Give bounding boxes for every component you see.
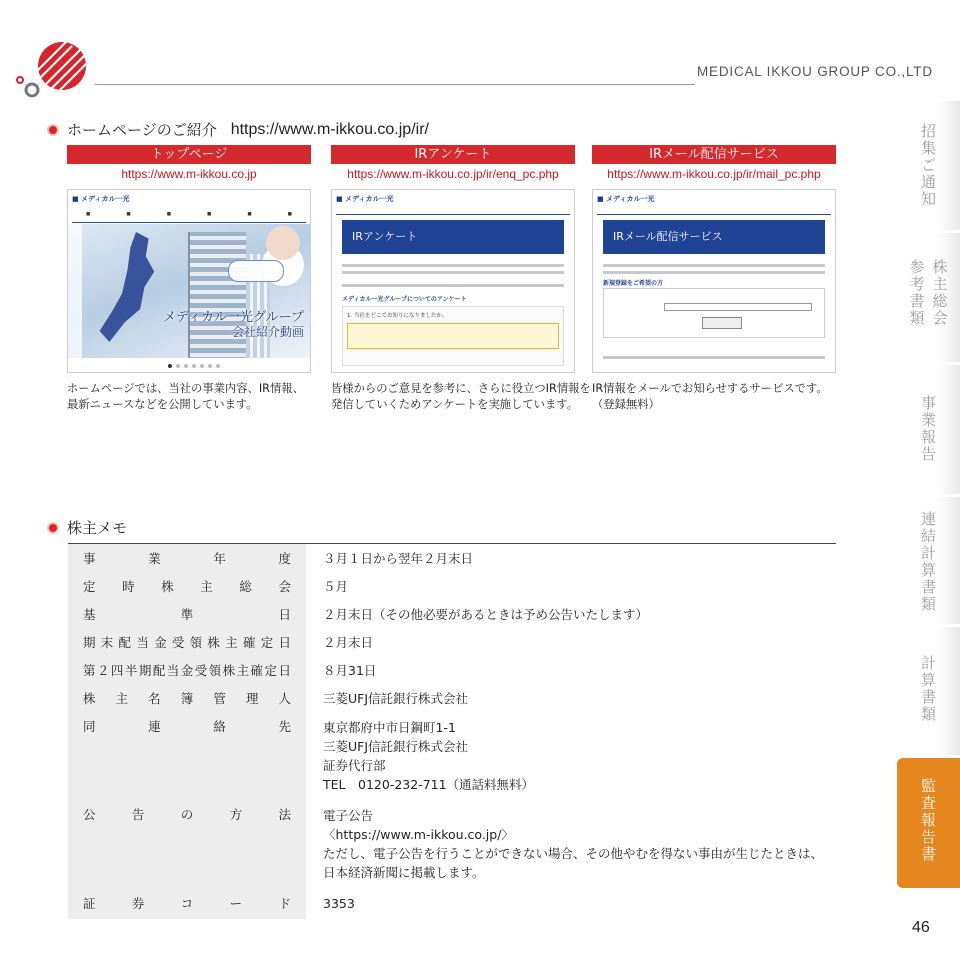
company-logo-graphic bbox=[10, 34, 90, 104]
text-placeholder bbox=[603, 271, 825, 274]
memo-row-value: 三菱UFJ信託銀行株式会社 bbox=[323, 691, 469, 706]
memo-row-value: ３月１日から翌年２月末日 bbox=[323, 551, 474, 566]
homepage-url[interactable]: https://www.m-ikkou.co.jp/ir/ bbox=[230, 120, 429, 138]
panel-title: トップページ bbox=[67, 145, 311, 164]
memo-row bbox=[68, 684, 836, 712]
memo-row bbox=[68, 888, 836, 919]
hero-side-menu bbox=[68, 224, 82, 358]
panel-description: IR情報をメールでお知らせするサービスです。 （登録無料） bbox=[592, 382, 828, 411]
tab-business-report[interactable]: 事業報告 bbox=[897, 365, 960, 494]
memo-row-value: 3353 bbox=[323, 896, 355, 911]
text-placeholder bbox=[342, 271, 564, 274]
mail-section-title: 新規登録をご希望の方 bbox=[603, 280, 664, 287]
mini-logo: ■ メディカル一光 bbox=[72, 195, 130, 203]
panel-url[interactable]: https://www.m-ikkou.co.jp bbox=[121, 167, 257, 181]
mini-logo: ■ メディカル一光 bbox=[597, 195, 655, 203]
memo-row bbox=[68, 712, 836, 800]
ir-mail-screenshot bbox=[592, 189, 836, 373]
panel-title: IRメール配信サービス bbox=[592, 145, 836, 164]
memo-row-value: ２月末日（その他必要があるときは予め公告いたします） bbox=[323, 607, 649, 622]
memo-row-label: 第２四半期配当金受領株主確定日 bbox=[68, 656, 306, 684]
shareholder-memo-table bbox=[68, 544, 836, 919]
survey-question: 1. 当社をどこでお知りになりましたか。 bbox=[347, 313, 448, 319]
text-placeholder bbox=[342, 264, 564, 267]
panel-url[interactable]: https://www.m-ikkou.co.jp/ir/enq_pc.php bbox=[347, 167, 559, 181]
mini-divider bbox=[72, 222, 306, 223]
mail-banner: IRメール配信サービス bbox=[603, 220, 825, 254]
text-placeholder bbox=[603, 356, 825, 359]
tab-consolidated-statements[interactable]: 連結計算書類 bbox=[897, 497, 960, 624]
memo-row-label: 事業年度 bbox=[68, 544, 306, 572]
survey-banner: IRアンケート bbox=[342, 220, 564, 254]
person-photo bbox=[266, 226, 300, 260]
tab-audit-report[interactable]: 監査報告書 bbox=[897, 758, 960, 888]
memo-row-label: 株主名簿管理人 bbox=[68, 684, 306, 712]
memo-row bbox=[68, 544, 836, 572]
mini-divider bbox=[336, 214, 570, 215]
text-placeholder bbox=[342, 284, 564, 287]
bullet-icon bbox=[49, 524, 57, 532]
top-page-screenshot bbox=[67, 189, 311, 373]
memo-row bbox=[68, 600, 836, 628]
tab-convocation-notice[interactable]: 招集ご通知 bbox=[897, 101, 960, 230]
tab-meeting-reference[interactable]: 株主総会 参考書類 bbox=[897, 233, 960, 362]
memo-row bbox=[68, 572, 836, 600]
memo-row-label: 定時株主総会 bbox=[68, 572, 306, 600]
memo-row bbox=[68, 628, 836, 656]
mail-registration-box bbox=[603, 288, 825, 338]
memo-row-label: 期末配当金受領株主確定日 bbox=[68, 628, 306, 656]
panel-title: IRアンケート bbox=[331, 145, 575, 164]
panel-url[interactable]: https://www.m-ikkou.co.jp/ir/mail_pc.php bbox=[607, 167, 821, 181]
panel-description: ホームページでは、当社の事業内容、IR情報、 最新ニュースなどを公開しています。 bbox=[67, 382, 304, 411]
memo-row bbox=[68, 656, 836, 684]
header-rule bbox=[95, 84, 695, 85]
memo-row-label: 同連絡先 bbox=[68, 712, 306, 800]
panel-description: 皆様からのご意見を参考に、さらに役立つIR情報を 発信していくためアンケートを実施しています。 bbox=[331, 382, 591, 411]
text-placeholder bbox=[603, 264, 825, 267]
memo-heading bbox=[49, 517, 127, 538]
memo-heading-text: 株主メモ bbox=[67, 519, 128, 537]
hero-image bbox=[68, 224, 310, 358]
confirm-button bbox=[702, 317, 742, 329]
hero-badge bbox=[228, 260, 284, 282]
ir-survey-screenshot bbox=[331, 189, 575, 373]
memo-row-value: ５月 bbox=[323, 579, 349, 594]
bullet-icon bbox=[49, 126, 57, 134]
homepage-heading bbox=[49, 119, 429, 140]
panel-ir-survey bbox=[331, 145, 591, 413]
memo-row-label: 公告の方法 bbox=[68, 800, 306, 888]
memo-row bbox=[68, 800, 836, 888]
email-field bbox=[664, 303, 812, 311]
company-name: MEDICAL IKKOU GROUP CO.,LTD bbox=[697, 64, 933, 79]
tab-financial-statements[interactable]: 計算書類 bbox=[897, 627, 960, 755]
memo-row-value: 東京都府中市日鋼町1-1 三菱UFJ信託銀行株式会社 証券代行部 TEL 0120-232-711（通話料無料） bbox=[323, 720, 535, 792]
mini-nav: ■ ■ ■ ■ ■ ■ bbox=[86, 212, 292, 217]
mini-divider bbox=[597, 214, 831, 215]
homepage-heading-text: ホームページのご紹介 bbox=[67, 121, 217, 139]
memo-row-value: ８月31日 bbox=[323, 663, 377, 678]
carousel-dots bbox=[168, 364, 220, 368]
memo-row-label: 基準日 bbox=[68, 600, 306, 628]
memo-row-label: 証券コード bbox=[68, 888, 306, 919]
survey-section-title: メディカル一光グループについてのアンケート bbox=[342, 296, 467, 303]
hero-subtitle: 会社紹介動画 bbox=[231, 325, 304, 339]
survey-question-box bbox=[342, 306, 564, 366]
hero-title: メディカル一光グループ bbox=[163, 310, 304, 325]
memo-row-value: ２月末日 bbox=[323, 635, 374, 650]
japan-map-graphic bbox=[94, 232, 164, 342]
panel-ir-mail bbox=[592, 145, 836, 413]
memo-row-value: 電子公告 〈https://www.m-ikkou.co.jp/〉 ただし、電子公告を行うことができない場合、その他やむを得ない事由が生じたときは、 日本経済新聞に掲載します。 bbox=[323, 808, 824, 880]
page-number: 46 bbox=[912, 919, 930, 936]
mini-logo: ■ メディカル一光 bbox=[336, 195, 394, 203]
panel-top-page bbox=[67, 145, 311, 413]
survey-options bbox=[347, 323, 559, 349]
side-navigation bbox=[897, 101, 960, 891]
